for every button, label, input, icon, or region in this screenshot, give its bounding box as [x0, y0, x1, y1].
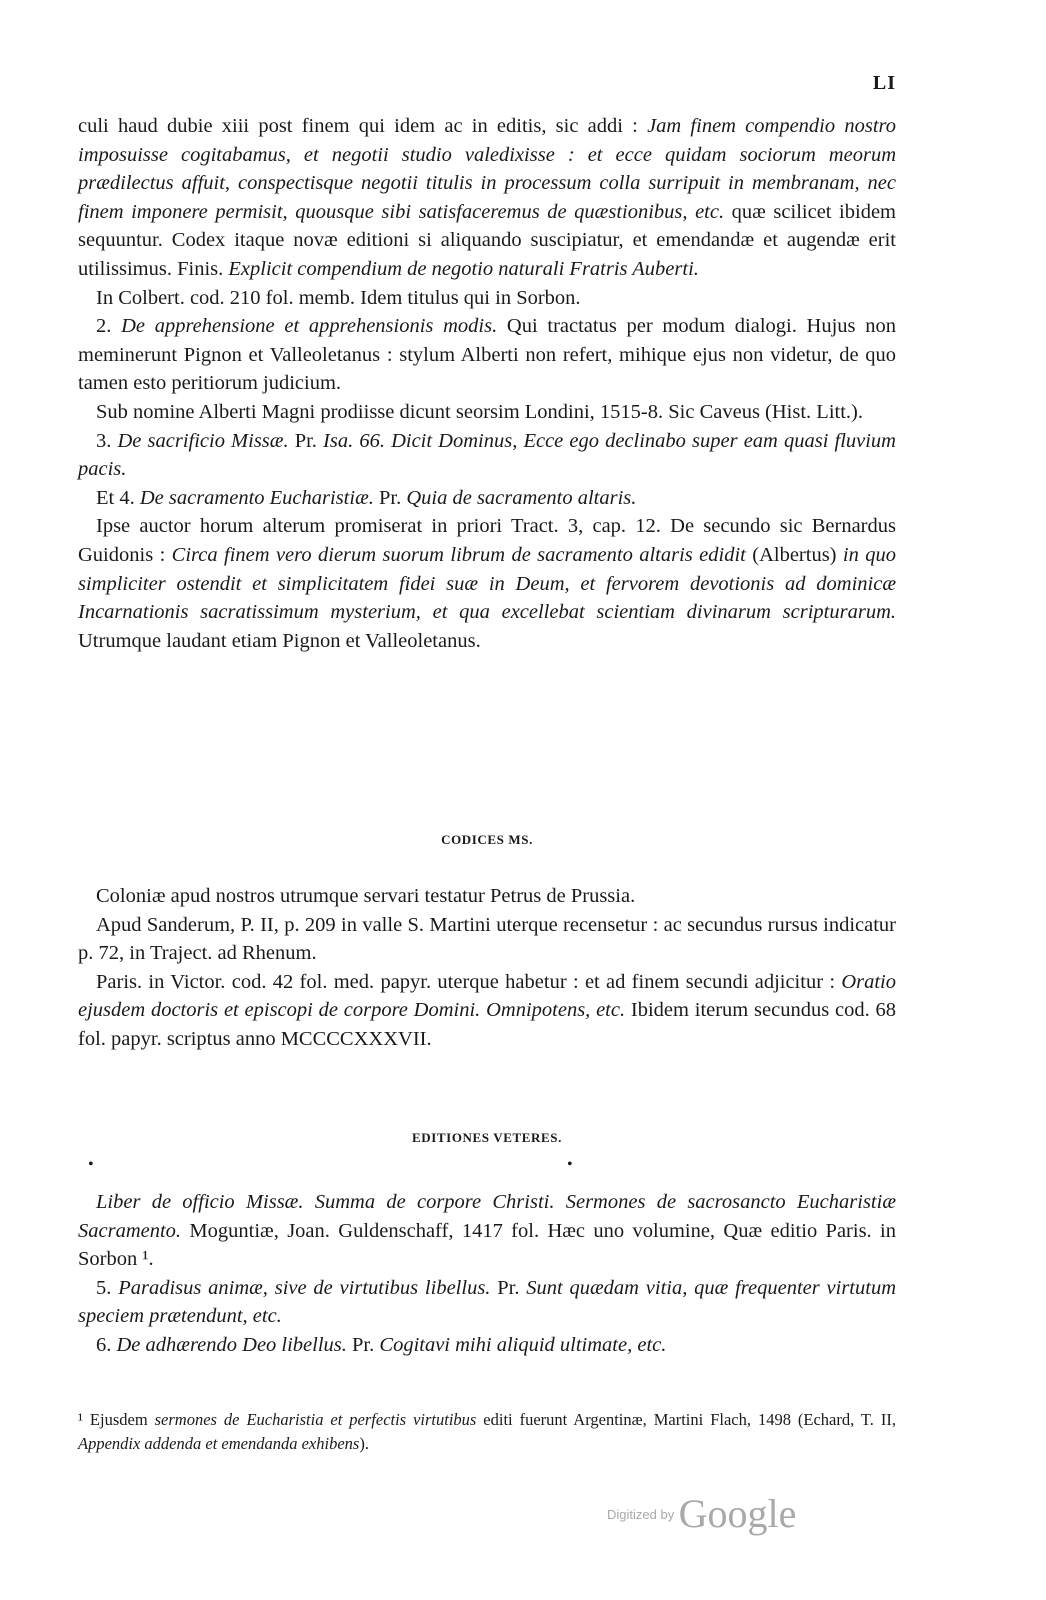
- paragraph-item-3: [78, 427, 896, 484]
- codices-section: [78, 882, 896, 1054]
- text-run: Explicit compendium de negotio naturali Fratris Auberti.: [228, 257, 699, 280]
- text-run: Quia de sacramento altaris.: [406, 486, 637, 509]
- digitized-watermark: [607, 1490, 796, 1537]
- paragraph-editio-moguntiae: [78, 1188, 896, 1274]
- text-run: 6.: [96, 1333, 117, 1356]
- text-run: Liber de officio Missæ. Summa de corpore Christi. Sermones de sacrosancto Eucharistiæ Sacramento.: [78, 1191, 896, 1242]
- text-run: Qui tractatus per modum dialogi. Hujus non meminerunt Pignon et Valleoletanus : stylum Alberti non refert, mihique ejus non videtur, de quo tamen esto peritiorum judicium.: [78, 315, 896, 395]
- text-run: De apprehensione et apprehensionis modis.: [121, 315, 498, 338]
- watermark-prefix: Digitized by: [607, 1507, 675, 1522]
- text-run: De adhærendo Deo libellus.: [116, 1333, 347, 1356]
- text-run: Et 4.: [96, 486, 140, 509]
- text-run: 3.: [96, 429, 118, 452]
- paragraph-ipse-auctor: [78, 512, 896, 655]
- footnote: [78, 1408, 896, 1456]
- text-run: Sunt quædam vitia, quæ frequenter virtutum speciem prætendunt, etc.: [78, 1276, 896, 1328]
- text-run: Cogitavi mihi aliquid ultimate, etc.: [379, 1333, 667, 1356]
- text-run: Paradisus animæ, sive de virtutibus libellus.: [118, 1276, 491, 1299]
- paragraph-editio-adhaerendo: [78, 1331, 896, 1360]
- text-run: Paris. in Victor. cod. 42 fol. med. papyr. uterque habetur : et ad finem secundi adjicitur :: [96, 970, 842, 993]
- text-run: 5.: [96, 1276, 119, 1299]
- paragraph-paris-victor: [78, 968, 896, 1054]
- paragraph-item-4: [78, 484, 896, 513]
- text-run: Ipse auctor horum alterum promiserat in priori Tract. 3, cap. 12. De secundo sic Bernardus Guidonis :: [78, 515, 896, 566]
- text-run: Appendix addenda et emendanda exhibens: [78, 1434, 360, 1453]
- text-run: Circa finem vero dierum suorum librum de sacramento altaris edidit: [171, 543, 746, 566]
- text-run: Pr.: [373, 486, 407, 509]
- paragraph-london: Sub nomine Alberti Magni prodiisse dicunt seorsim Londini, 1515-8. Sic Caveus (Hist. Litt.).: [96, 400, 863, 423]
- paragraph-item-2: [78, 312, 896, 398]
- text-run: Pr.: [288, 429, 324, 452]
- text-run: Pr.: [490, 1276, 527, 1299]
- text-run: De sacrificio Missæ.: [117, 429, 289, 452]
- paragraph-coloniae: Coloniæ apud nostros utrumque servari testatur Petrus de Prussia.: [96, 885, 636, 907]
- page-number: LI: [872, 72, 896, 94]
- text-run: Jam finem compendio nostro imposuisse cogitabamus, et negotii studio valedixisse : et ecce quidam sociorum meorum prædilectus affuit, conspectisque negotii titulis in processum colla surripuit in membranam, nec finem imponere permisit, quousque sibi satisfaceremus de quæstionibus, etc.: [78, 115, 896, 223]
- text-run: Utrumque laudant etiam Pignon et Valleoletanus.: [78, 629, 481, 652]
- text-run: (Albertus): [745, 543, 843, 566]
- ornament-dot-right: •: [567, 1156, 573, 1173]
- paragraph-codex-note: [78, 112, 896, 284]
- body-text-top: [78, 112, 896, 655]
- text-run: Pr.: [346, 1333, 380, 1356]
- paragraph-colbert: In Colbert. cod. 210 fol. memb. Idem titulus qui in Sorbon.: [96, 286, 581, 309]
- text-run: in quo simpliciter ostendit et simplicitatem fidei suæ in Deum, et fervorem devotionis ad dominicæ Incarnationis sacratissimum mysterium, et qua excellebat scientiam divinarum scripturarum.: [78, 543, 896, 624]
- text-run: editi fuerunt Argentinæ, Martini Flach, 1498 (Echard, T. II,: [476, 1410, 896, 1429]
- heading-codices: CODICES MS.: [441, 832, 533, 847]
- text-run: Moguntiæ, Joan. Guldenschaff, 1417 fol. Hæc uno volumine, Quæ editio Paris. in Sorbon ¹.: [78, 1219, 896, 1271]
- google-logo: Google: [678, 1491, 797, 1536]
- text-run: quæ scilicet ibidem sequuntur. Codex itaque novæ editioni si aliquando suscipiatur, et emendandæ et augendæ erit utilissimus. Finis.: [78, 200, 896, 280]
- editiones-section: [78, 1188, 896, 1360]
- text-run: culi haud dubie xiii post finem qui idem ac in editis, sic addi :: [78, 115, 648, 137]
- text-run: De sacramento Eucharistiæ.: [139, 486, 374, 509]
- text-run: ).: [359, 1434, 369, 1453]
- text-run: Isa. 66. Dicit Dominus, Ecce ego declinabo super eam quasi fluvium pacis.: [78, 429, 896, 481]
- text-run: Oratio ejusdem doctoris et episcopi de corpore Domini. Omnipotens, etc.: [78, 970, 896, 1022]
- text-run: Ibidem iterum secundus cod. 68 fol. papyr. scriptus anno MCCCCXXXVII.: [78, 999, 896, 1050]
- text-run: 2.: [96, 315, 122, 338]
- text-run: ¹ Ejusdem: [78, 1410, 155, 1429]
- text-run: sermones de Eucharistia et perfectis virtutibus: [154, 1410, 477, 1429]
- heading-editiones: EDITIONES VETERES.: [411, 1130, 562, 1145]
- paragraph-sanderum: Apud Sanderum, P. II, p. 209 in valle S. Martini uterque recensetur : ac secundus rursus indicatur p. 72, in Traject. ad Rhenum.: [78, 913, 896, 965]
- paragraph-editio-paradisus: [78, 1274, 896, 1331]
- ornament-dot-left: •: [88, 1156, 94, 1173]
